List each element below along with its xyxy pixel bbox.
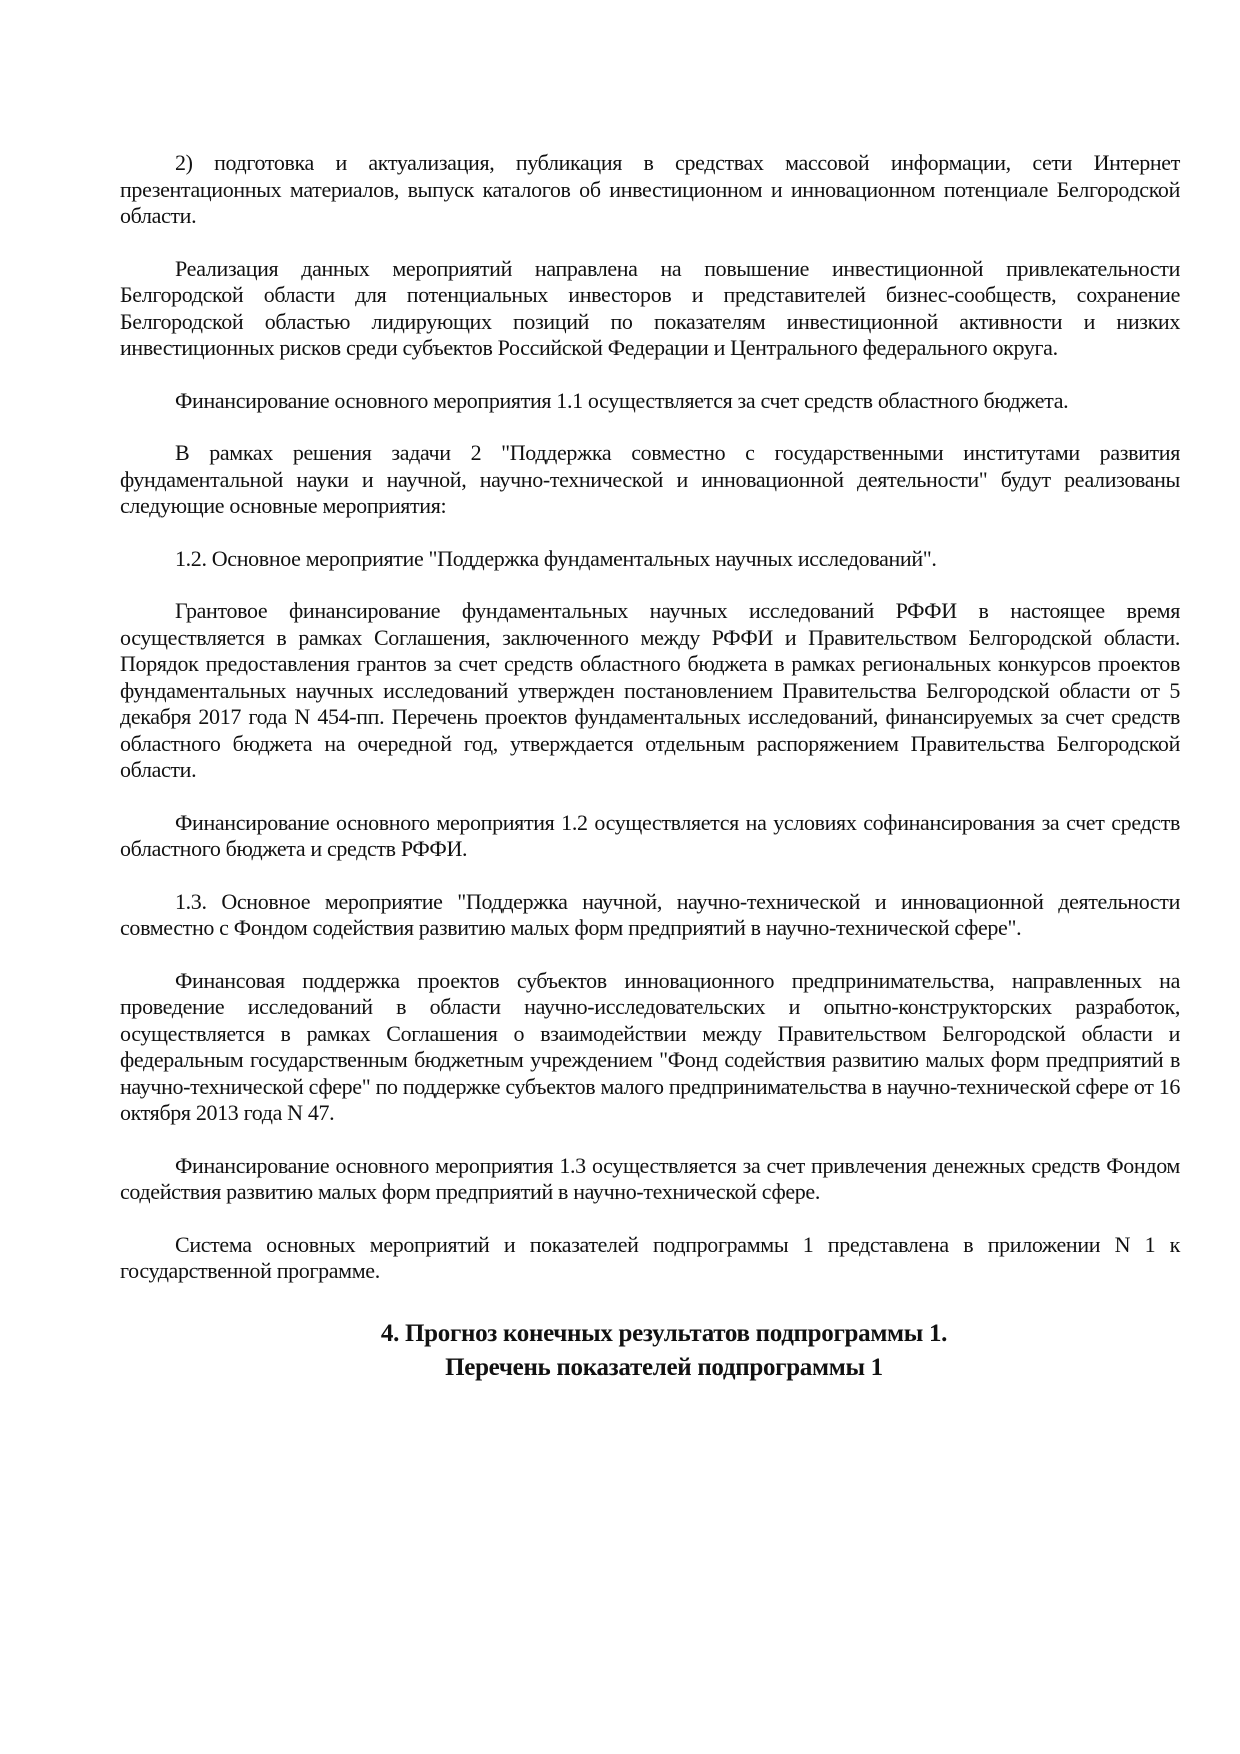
paragraph-financing-1-1: Финансирование основного мероприятия 1.1 осуществляется за счет средств областного бюджета. xyxy=(175,387,1069,413)
paragraph-financial-support-projects: Финансовая поддержка проектов субъектов инновационного предпринимательства, направленных на проведение исследований в области научно-исследовательских и опытно-конструкторских разработок, осуществляется в рамках Соглашения о взаимодействии между Правительством Белгородской области и федеральным государственным бюджетным учреждением "Фонд содействия развитию малых форм предприятий в научно-технической сфере" по поддержке субъектов малого предпринимательства в научно-технической сфере от 16 октября 2013 года N 47. xyxy=(120,967,1180,1125)
paragraph-measure-1-2-title: 1.2. Основное мероприятие "Поддержка фундаментальных научных исследований". xyxy=(175,545,937,571)
paragraph-task-2: В рамках решения задачи 2 "Поддержка совместно с государственными институтами развития фундаментальной науки и научной, научно-технической и инновационной деятельности" будут реализованы следующие основные мероприятия: xyxy=(120,440,1180,518)
paragraph-investment-attractiveness: Реализация данных мероприятий направлена на повышение инвестиционной привлекательности Белгородской области для потенциальных инвесторов и представителей бизнес-сообществ, сохранение Белгородской областью лидирующих позиций по показателям инвестиционной активности и низких инвестиционных рисков среди субъектов Российской Федерации и Центрального федерального округа. xyxy=(120,255,1180,360)
paragraph-measure-1-3-title: 1.3. Основное мероприятие "Поддержка научной, научно-технической и инновационной деятельности совместно с Фондом содействия развитию малых форм предприятий в научно-технической сфере". xyxy=(120,888,1180,940)
paragraph-item-2-publications: 2) подготовка и актуализация, публикация в средствах массовой информации, сети Интернет презентационных материалов, выпуск каталогов об инвестиционном и инновационном потенциале Белгородской области. xyxy=(120,150,1180,228)
document-page xyxy=(120,150,1180,1385)
paragraph-financing-1-2: Финансирование основного мероприятия 1.2 осуществляется на условиях софинансирования за счет средств областного бюджета и средств РФФИ. xyxy=(120,809,1180,861)
section-heading xyxy=(120,1317,1180,1385)
section-heading-line-1: 4. Прогноз конечных результатов подпрограммы 1. xyxy=(380,1319,948,1347)
paragraph-financing-1-3: Финансирование основного мероприятия 1.3 осуществляется за счет привлечения денежных средств Фондом содействия развитию малых форм предприятий в научно-технической сфере. xyxy=(120,1152,1180,1204)
section-heading-line-2: Перечень показателей подпрограммы 1 xyxy=(445,1353,883,1381)
paragraph-grant-financing-rffi: Грантовое финансирование фундаментальных научных исследований РФФИ в настоящее время осуществляется в рамках Соглашения, заключенного между РФФИ и Правительством Белгородской области. Порядок предоставления грантов за счет средств областного бюджета в рамках региональных конкурсов проектов фундаментальных научных исследований утвержден постановлением Правительства Белгородской области от 5 декабря 2017 года N 454-пп. Перечень проектов фундаментальных исследований, финансируемых за счет средств областного бюджета на очередной год, утверждается отдельным распоряжением Правительства Белгородской области. xyxy=(120,598,1180,782)
paragraph-system-of-measures: Система основных мероприятий и показателей подпрограммы 1 представлена в приложении N 1 к государственной программе. xyxy=(120,1231,1180,1283)
